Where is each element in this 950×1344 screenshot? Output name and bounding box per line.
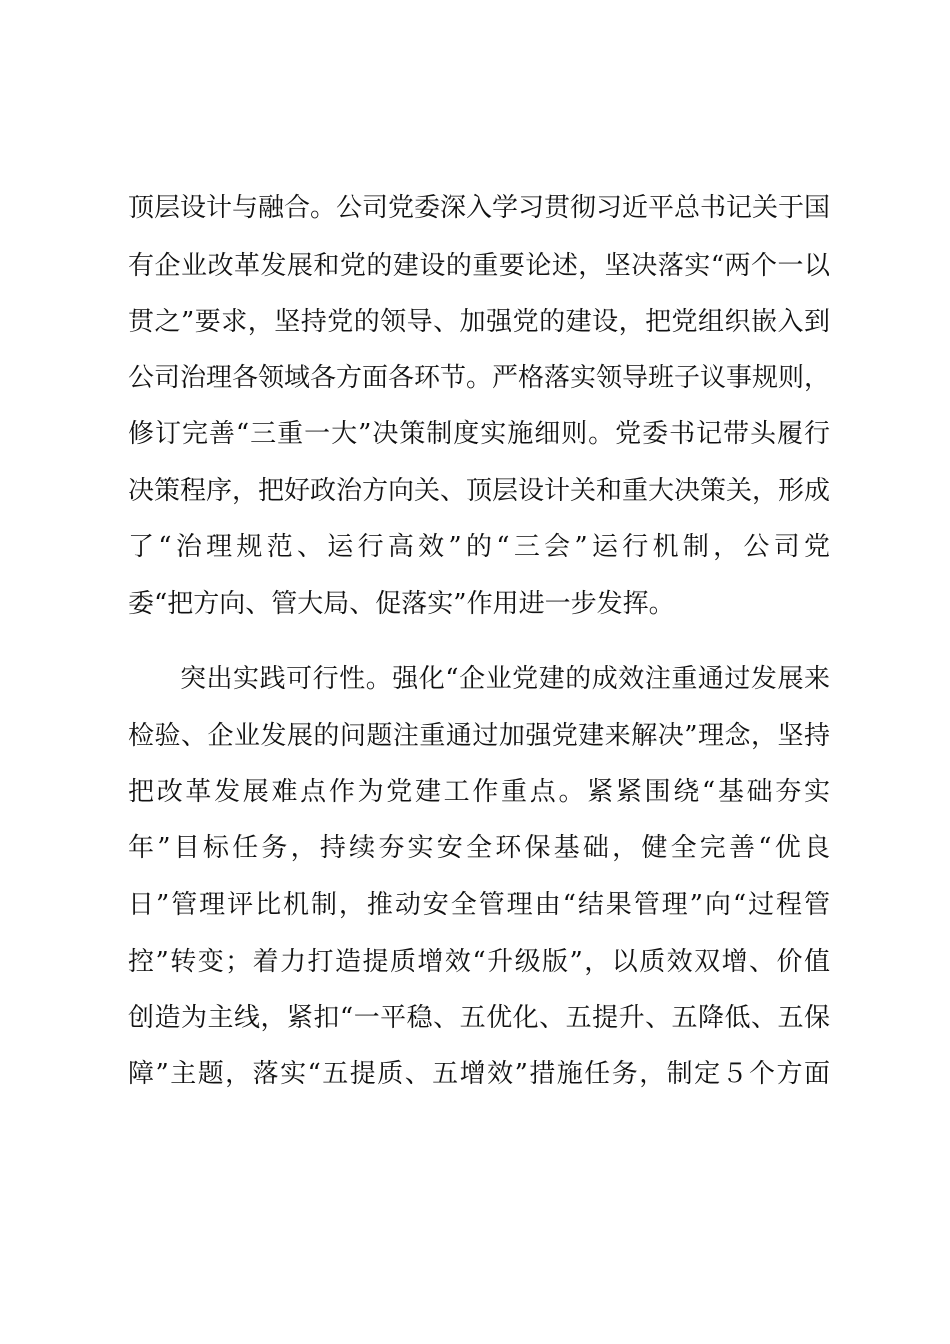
paragraph-line: 突出实践可行性。强化“企业党建的成效注重通过发展来 <box>180 664 830 694</box>
paragraph-line: 决策程序，把好政治方向关、顶层设计关和重大决策关，形成 <box>128 476 831 506</box>
paragraph-line: 有企业改革发展和党的建设的重要论述，坚决落实“两个一以 <box>128 251 830 281</box>
paragraph-line: 顶层设计与融合。公司党委深入学习贯彻习近平总书记关于国 <box>128 193 831 223</box>
paragraph-line: 把改革发展难点作为党建工作重点。紧紧围绕“基础夯实 <box>128 777 830 807</box>
paragraph-line: 贯之”要求，坚持党的领导、加强党的建设，把党组织嵌入到 <box>128 307 830 337</box>
paragraph-line: 了“治理规范、运行高效”的“三会”运行机制，公司党 <box>128 532 830 562</box>
paragraph-line: 创造为主线，紧扣“一平稳、五优化、五提升、五降低、五保 <box>128 1003 830 1033</box>
paragraph-line: 年”目标任务，持续夯实安全环保基础，健全完善“优良 <box>128 833 830 863</box>
paragraph-line: 委“把方向、管大局、促落实”作用进一步发挥。 <box>128 589 675 619</box>
paragraph-line: 障”主题，落实“五提质、五增效”措施任务，制定５个方面 <box>128 1059 830 1089</box>
paragraph-line: 日”管理评比机制，推动安全管理由“结果管理”向“过程管 <box>128 890 830 920</box>
paragraph-line: 公司治理各领域各方面各环节。严格落实领导班子议事规则， <box>128 363 831 393</box>
paragraph-line: 检验、企业发展的问题注重通过加强党建来解决”理念，坚持 <box>128 721 830 751</box>
paragraph-line: 修订完善“三重一大”决策制度实施细则。党委书记带头履行 <box>128 419 830 449</box>
paragraph-line: 控”转变；着力打造提质增效“升级版”，以质效双增、价值 <box>128 947 830 977</box>
